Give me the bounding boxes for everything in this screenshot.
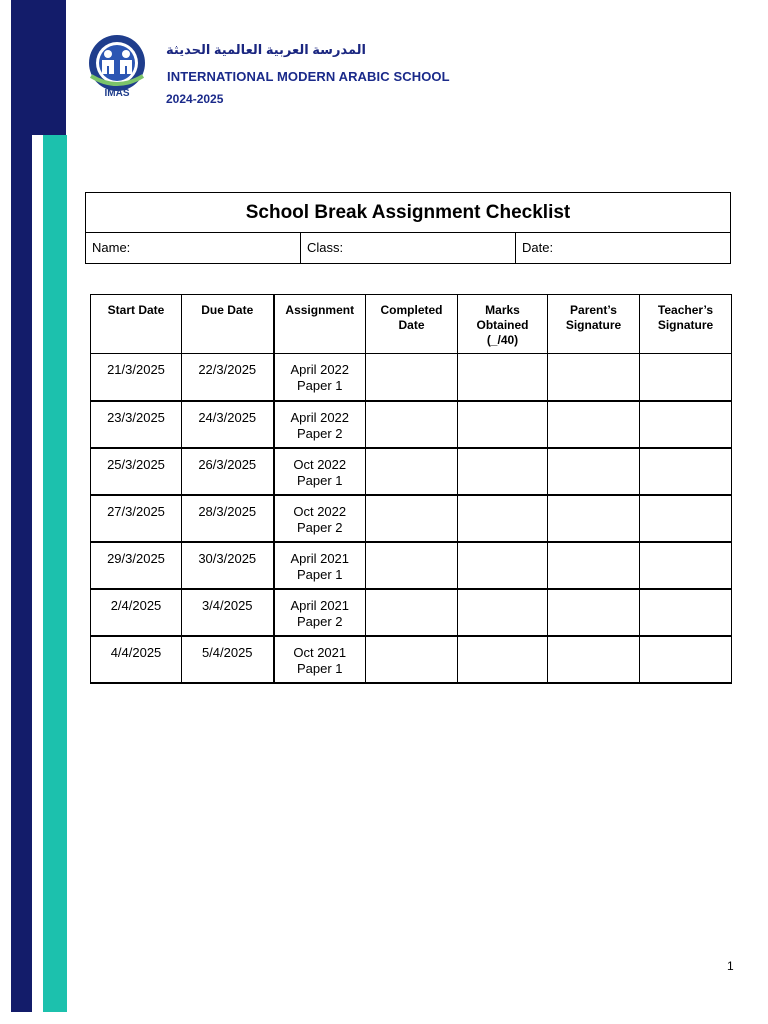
parents-signature-cell[interactable] (548, 589, 640, 636)
teachers-signature-header (640, 295, 732, 354)
header-line: Assignment (285, 303, 355, 317)
header-line: Signature (657, 318, 714, 332)
due-date-cell: 24/3/2025 (182, 401, 274, 448)
header-line: Start Date (107, 303, 165, 317)
assignment-line: April 2022 (290, 409, 350, 425)
assignment-line: Paper 1 (296, 660, 343, 676)
marks-obtained-cell[interactable] (458, 636, 548, 683)
due-date-cell: 28/3/2025 (182, 495, 274, 542)
assignment-cell (274, 495, 366, 542)
header-line: Due Date (201, 303, 254, 317)
school-logo (81, 34, 153, 98)
header-line: Signature (565, 318, 622, 332)
start-date-cell: 27/3/2025 (91, 495, 182, 542)
header-line: Parent’s (570, 303, 617, 317)
assignment-line: April 2021 (290, 597, 350, 613)
completed-date-cell[interactable] (366, 354, 458, 401)
assignment-cell (274, 354, 366, 401)
parents-signature-cell[interactable] (548, 636, 640, 683)
assignment-checklist-table (90, 294, 732, 684)
parents-signature-header (548, 295, 640, 354)
parents-signature-cell[interactable] (548, 495, 640, 542)
marks-obtained-cell[interactable] (458, 354, 548, 401)
parents-signature-cell[interactable] (548, 401, 640, 448)
header-line: Obtained (476, 318, 529, 332)
header-line: Marks (485, 303, 520, 317)
due-date-cell: 5/4/2025 (182, 636, 274, 683)
marks-obtained-cell[interactable] (458, 589, 548, 636)
name-field[interactable]: Name: (86, 233, 301, 264)
marks-obtained-cell[interactable] (458, 495, 548, 542)
assignment-line: Paper 1 (296, 378, 343, 393)
parents-signature-cell[interactable] (548, 448, 640, 495)
due-date-cell: 26/3/2025 (182, 448, 274, 495)
due-date-header (182, 295, 274, 354)
assignment-header (274, 295, 366, 354)
school-name-arabic: المدرسة العربية العالمية الحديثة (166, 42, 367, 57)
parents-signature-cell[interactable] (548, 542, 640, 589)
header-line: Date (398, 318, 425, 332)
marks-obtained-cell[interactable] (458, 448, 548, 495)
table-row (91, 401, 732, 448)
page-number: 1 (727, 959, 734, 973)
teachers-signature-cell[interactable] (640, 354, 732, 401)
completed-date-cell[interactable] (366, 636, 458, 683)
teachers-signature-cell[interactable] (640, 401, 732, 448)
start-date-cell: 25/3/2025 (91, 448, 182, 495)
logo-text: IMAS (104, 88, 130, 98)
table-row (91, 542, 732, 589)
table-row (91, 354, 732, 401)
start-date-header (91, 295, 182, 354)
table-header-row (91, 295, 732, 354)
page-title: School Break Assignment Checklist (86, 193, 730, 233)
table-row (91, 589, 732, 636)
assignment-line: Paper 1 (296, 566, 343, 582)
table-row (91, 636, 732, 683)
student-info-row (86, 233, 730, 264)
completed-date-cell[interactable] (366, 589, 458, 636)
start-date-cell: 4/4/2025 (91, 636, 182, 683)
assignment-cell (274, 542, 366, 589)
header-line: Completed (380, 303, 443, 317)
marks-obtained-cell[interactable] (458, 542, 548, 589)
assignment-line: April 2021 (290, 550, 350, 566)
teachers-signature-cell[interactable] (640, 495, 732, 542)
assignment-cell (274, 589, 366, 636)
assignment-line: Paper 2 (296, 613, 343, 629)
date-field[interactable]: Date: (522, 240, 554, 255)
completed-date-cell[interactable] (366, 401, 458, 448)
completed-date-cell[interactable] (366, 495, 458, 542)
school-name: INTERNATIONAL MODERN ARABIC SCHOOL (167, 69, 450, 84)
start-date-cell: 2/4/2025 (91, 589, 182, 636)
assignment-cell (274, 636, 366, 683)
completed-date-cell[interactable] (366, 542, 458, 589)
assignment-cell (274, 448, 366, 495)
assignment-line: Paper 2 (296, 519, 343, 535)
teachers-signature-cell[interactable] (640, 542, 732, 589)
marks-obtained-cell[interactable] (458, 401, 548, 448)
table-row (91, 495, 732, 542)
due-date-cell: 30/3/2025 (182, 542, 274, 589)
header-line: (_/40) (486, 333, 519, 347)
start-date-cell: 21/3/2025 (91, 354, 182, 401)
start-date-cell: 23/3/2025 (91, 401, 182, 448)
teachers-signature-cell[interactable] (640, 636, 732, 683)
assignment-line: April 2022 (290, 362, 350, 377)
parents-signature-cell[interactable] (548, 354, 640, 401)
marks-obtained-header (458, 295, 548, 354)
due-date-cell: 22/3/2025 (182, 354, 274, 401)
completed-date-cell[interactable] (366, 448, 458, 495)
assignment-line: Oct 2022 (293, 456, 347, 472)
checklist-title-box (85, 192, 731, 264)
academic-year: 2024-2025 (166, 92, 224, 106)
due-date-cell: 3/4/2025 (182, 589, 274, 636)
assignment-cell (274, 401, 366, 448)
header-line: Teacher’s (657, 303, 714, 317)
teachers-signature-cell[interactable] (640, 448, 732, 495)
assignment-line: Paper 2 (296, 425, 343, 441)
assignment-line: Oct 2022 (293, 503, 347, 519)
class-field[interactable]: Class: (301, 233, 516, 264)
assignment-line: Oct 2021 (293, 644, 347, 660)
teachers-signature-cell[interactable] (640, 589, 732, 636)
start-date-cell: 29/3/2025 (91, 542, 182, 589)
completed-date-header (366, 295, 458, 354)
left-teal-bar (43, 135, 67, 1012)
assignment-line: Paper 1 (296, 472, 343, 488)
table-row (91, 448, 732, 495)
